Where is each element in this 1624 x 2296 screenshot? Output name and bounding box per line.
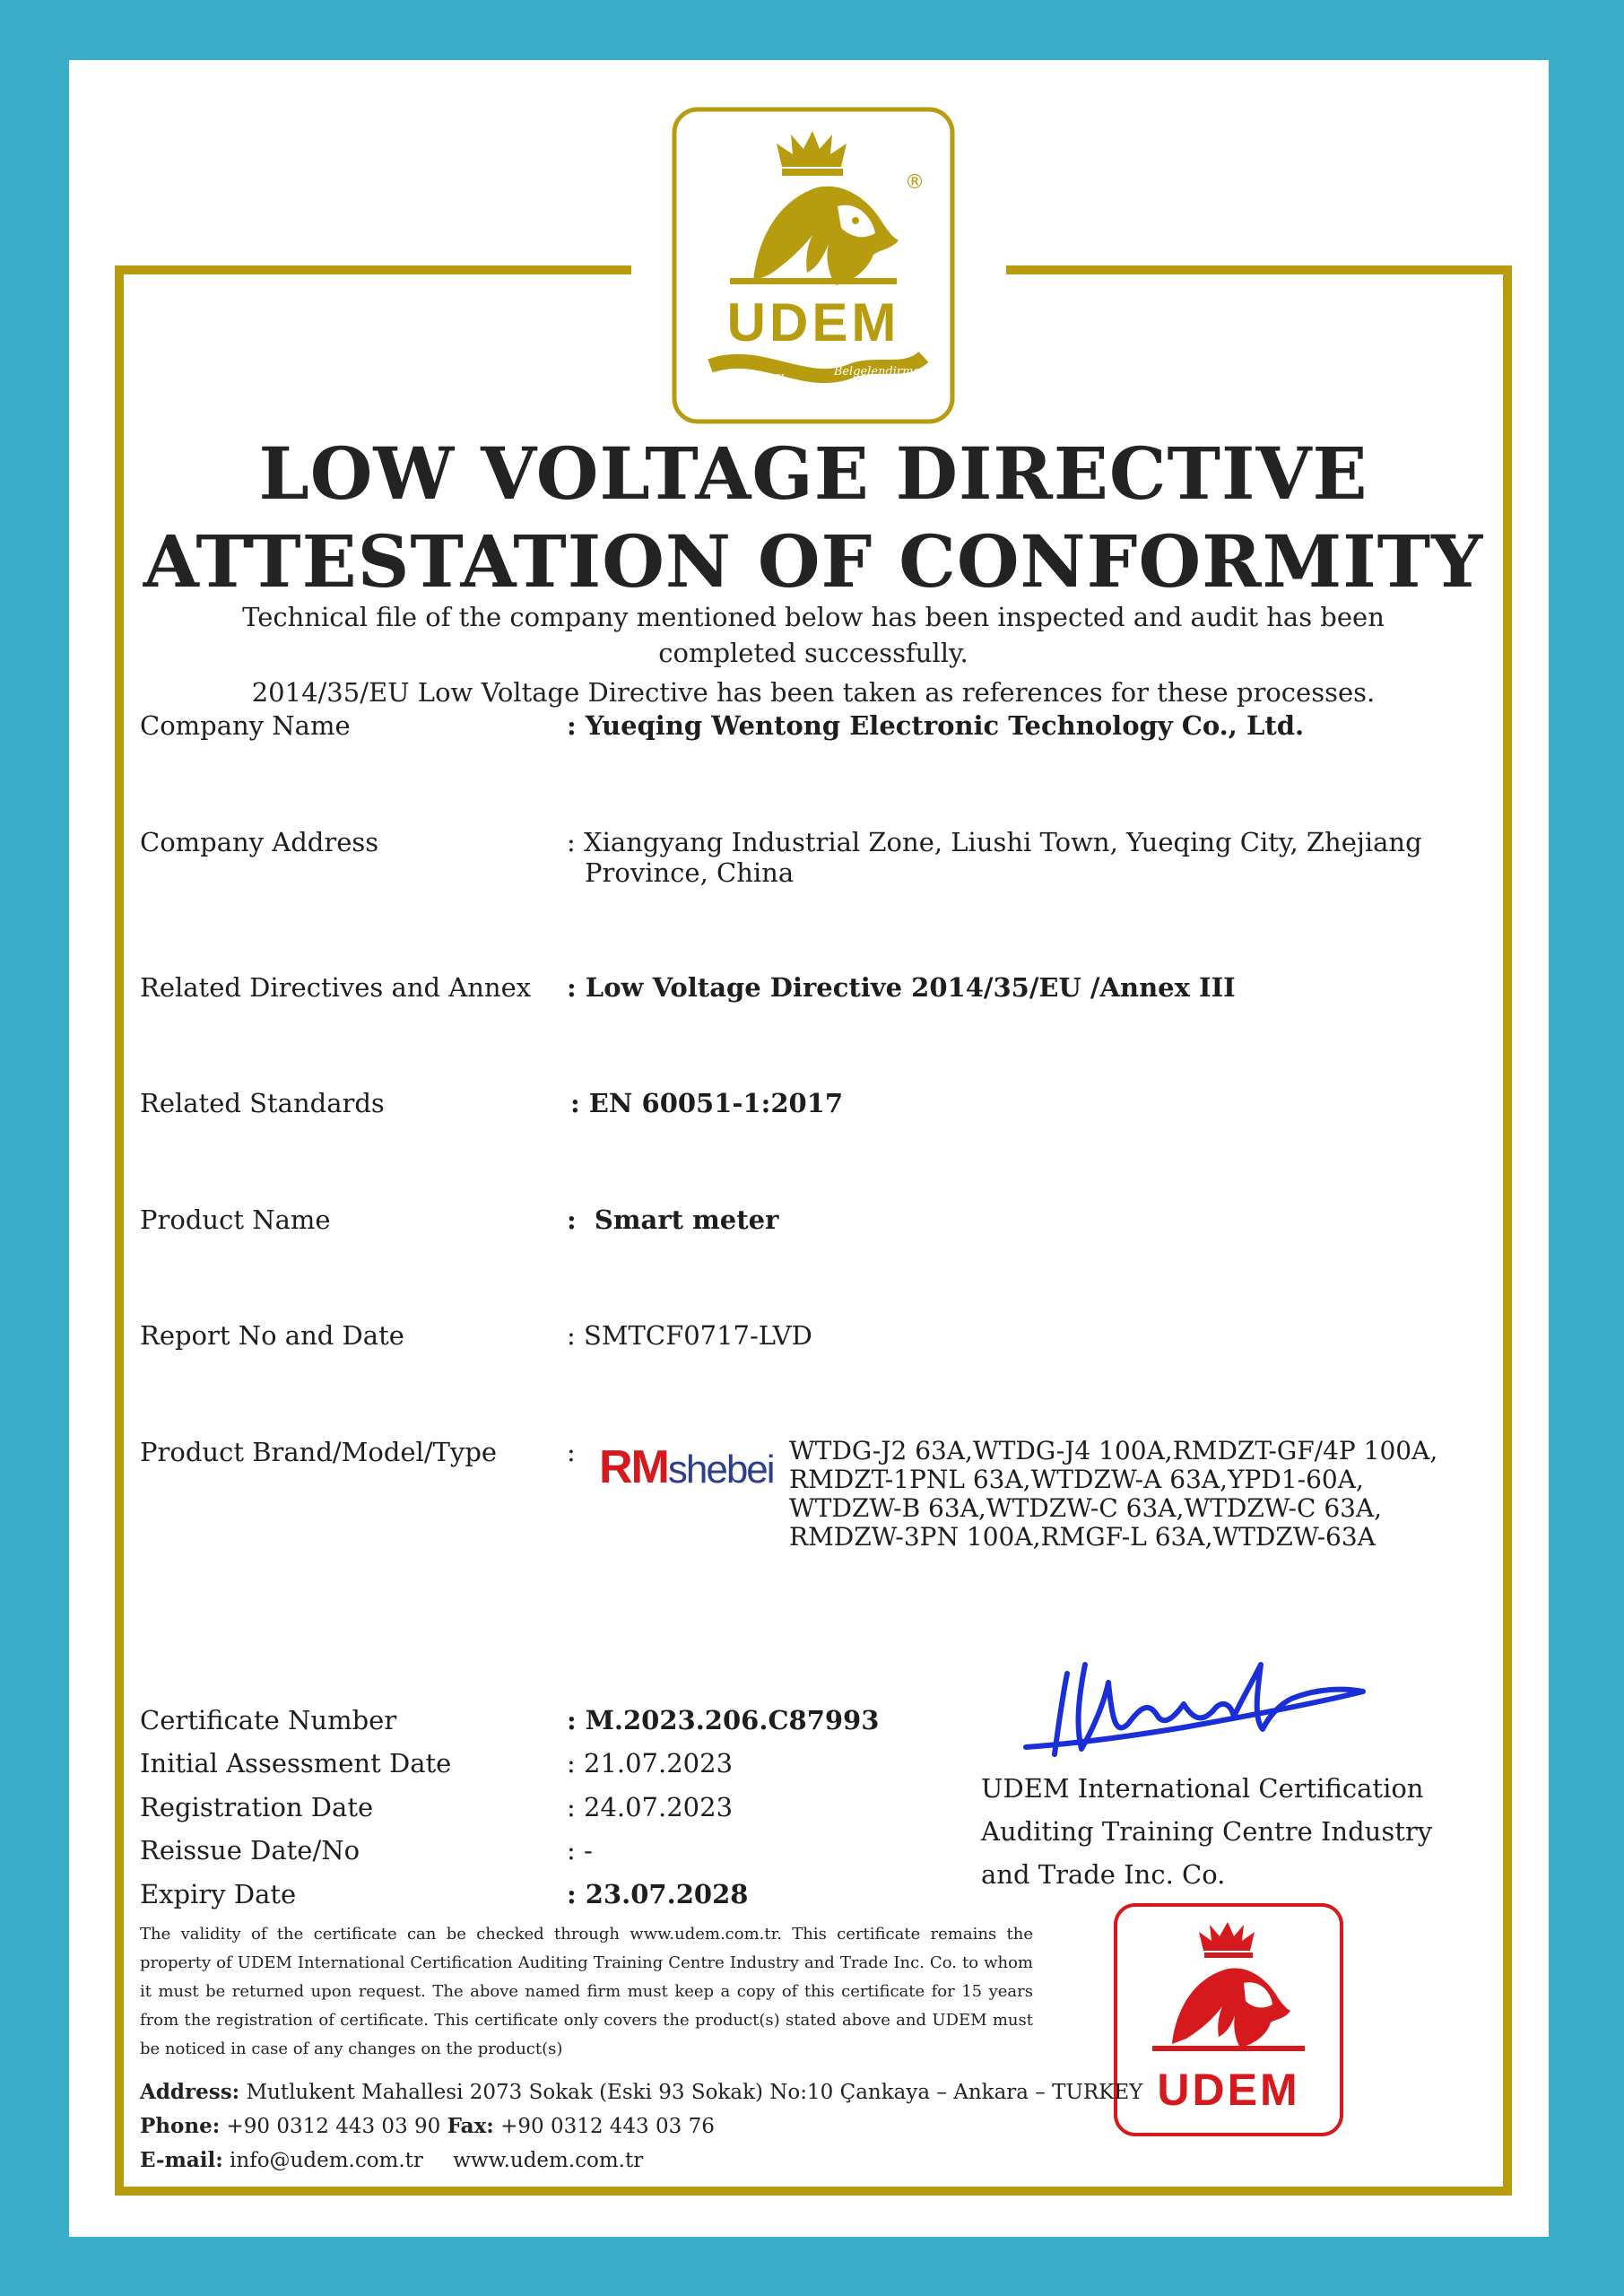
brand-model-colon: : <box>567 1437 576 1467</box>
logo-text: UDEM <box>1157 2065 1300 2115</box>
brand-logo-shebei: shebei <box>667 1448 774 1492</box>
brand-model-label: Product Brand/Model/Type <box>140 1437 498 1467</box>
product-name-label: Product Name <box>140 1205 331 1235</box>
crown-icon <box>777 131 847 176</box>
registration-value: : 24.07.2023 <box>567 1792 734 1822</box>
intro-line-3: 2014/35/EU Low Voltage Directive has been taken as references for these processes. <box>251 677 1376 708</box>
phone-value: +90 0312 443 03 90 <box>226 2115 441 2138</box>
intro-line-2: completed successfully. <box>658 638 968 668</box>
company-address-label: Company Address <box>140 827 379 857</box>
report-value: : SMTCF0717-LVD <box>567 1320 812 1351</box>
frame-bottom <box>115 2187 1512 2196</box>
initial-assessment-label: Initial Assessment Date <box>140 1748 452 1779</box>
validity-text: The validity of the certificate can be checked through www.udem.com.tr. This certificate remains the property of UDEM International Certification Auditing Training Centre Industry and Trade Inc. Co. to whom it must be returned upon request. The above named firm must keep a copy of this certificate for 15 years from the registration of certificate. This certificate only covers the product(s) stated above and UDEM must be noticed in case of any changes on the product(s) <box>140 1925 1033 2058</box>
logo-bar <box>1152 2046 1305 2051</box>
phone-label: Phone: <box>140 2114 221 2138</box>
frame-top-right <box>1006 265 1512 274</box>
model-line: RMDZW-3PN 100A,RMGF-L 63A,WTDZW-63A <box>789 1522 1376 1552</box>
directives-value: : Low Voltage Directive 2014/35/EU /Annex III <box>567 972 1236 1003</box>
frame-top-left <box>115 265 631 274</box>
logo-text: UDEM <box>726 292 900 352</box>
reissue-label: Reissue Date/No <box>140 1835 360 1866</box>
address-label: Address: <box>140 2080 240 2104</box>
initial-assessment-value: : 21.07.2023 <box>567 1748 734 1779</box>
model-line: WTDZW-B 63A,WTDZW-C 63A,WTDZW-C 63A, <box>789 1493 1383 1523</box>
company-name-value: : Yueqing Wentong Electronic Technology Co., Ltd. <box>567 710 1305 741</box>
ribbon-text-right: Belgelendirme <box>833 365 921 378</box>
logo-bar <box>730 278 897 284</box>
company-name-label: Company Name <box>140 710 351 741</box>
frame-right <box>1503 265 1512 2196</box>
address-line <box>140 2079 1142 2106</box>
report-label: Report No and Date <box>140 1320 404 1351</box>
model-list <box>789 1437 1471 1552</box>
company-address-line-2: Province, China <box>585 857 795 888</box>
registered-mark: ® <box>905 171 925 194</box>
crown-icon <box>1199 1922 1255 1958</box>
directives-label: Related Directives and Annex <box>140 972 532 1003</box>
address-value: Mutlukent Mahallesi 2073 Sokak (Eski 93 Sokak) No:10 Çankaya – Ankara – TURKEY <box>246 2081 1143 2104</box>
udem-logo-bottom <box>1113 1902 1344 2137</box>
model-line: RMDZT-1PNL 63A,WTDZW-A 63A,YPD1-60A, <box>789 1465 1364 1494</box>
lion-icon <box>1172 1968 1290 2048</box>
title-line-1: LOW VOLTAGE DIRECTIVE <box>258 431 1368 516</box>
signature-icon <box>1022 1638 1381 1763</box>
email-label: E-mail: <box>140 2148 223 2172</box>
fax-value: +90 0312 443 03 76 <box>500 2115 715 2138</box>
model-line: WTDG-J2 63A,WTDG-J4 100A,RMDZT-GF/4P 100A, <box>789 1436 1438 1465</box>
registration-label: Registration Date <box>140 1792 374 1822</box>
email-link[interactable]: info@udem.com.tr <box>230 2149 423 2172</box>
product-name-value: : Smart meter <box>567 1205 779 1235</box>
company-address-value <box>567 827 1428 888</box>
signer-line-2: Auditing Training Centre Industry <box>981 1816 1433 1847</box>
signer-line-1: UDEM International Certification <box>981 1773 1424 1804</box>
lion-icon <box>753 187 899 285</box>
standards-label: Related Standards <box>140 1088 385 1118</box>
intro-line-1: Technical file of the company mentioned below has been inspected and audit has been <box>242 602 1385 632</box>
email-line <box>140 2147 643 2174</box>
fax-label: Fax: <box>447 2114 494 2138</box>
expiry-label: Expiry Date <box>140 1879 297 1909</box>
brand-logo-rm: RM <box>599 1441 668 1493</box>
phone-line <box>140 2113 715 2140</box>
expiry-value: : 23.07.2028 <box>567 1879 749 1909</box>
udem-logo-top <box>671 106 956 425</box>
signer-block <box>981 1767 1483 1896</box>
company-address-line-1: : Xiangyang Industrial Zone, Liushi Town, Yueqing City, Zhejiang <box>567 827 1422 857</box>
rmshebei-logo <box>599 1442 774 1495</box>
certificate-number-value: : M.2023.206.C87993 <box>567 1705 880 1735</box>
frame-left <box>115 265 124 2196</box>
standards-value: : EN 60051-1:2017 <box>570 1088 844 1118</box>
title-line-2: ATTESTATION OF CONFORMITY <box>143 519 1484 604</box>
ribbon-text-left: Uluslararası <box>711 370 785 384</box>
reissue-value: : - <box>567 1835 593 1866</box>
website-link[interactable]: www.udem.com.tr <box>453 2149 644 2172</box>
certificate-number-label: Certificate Number <box>140 1705 397 1735</box>
signer-line-3: and Trade Inc. Co. <box>981 1859 1226 1890</box>
